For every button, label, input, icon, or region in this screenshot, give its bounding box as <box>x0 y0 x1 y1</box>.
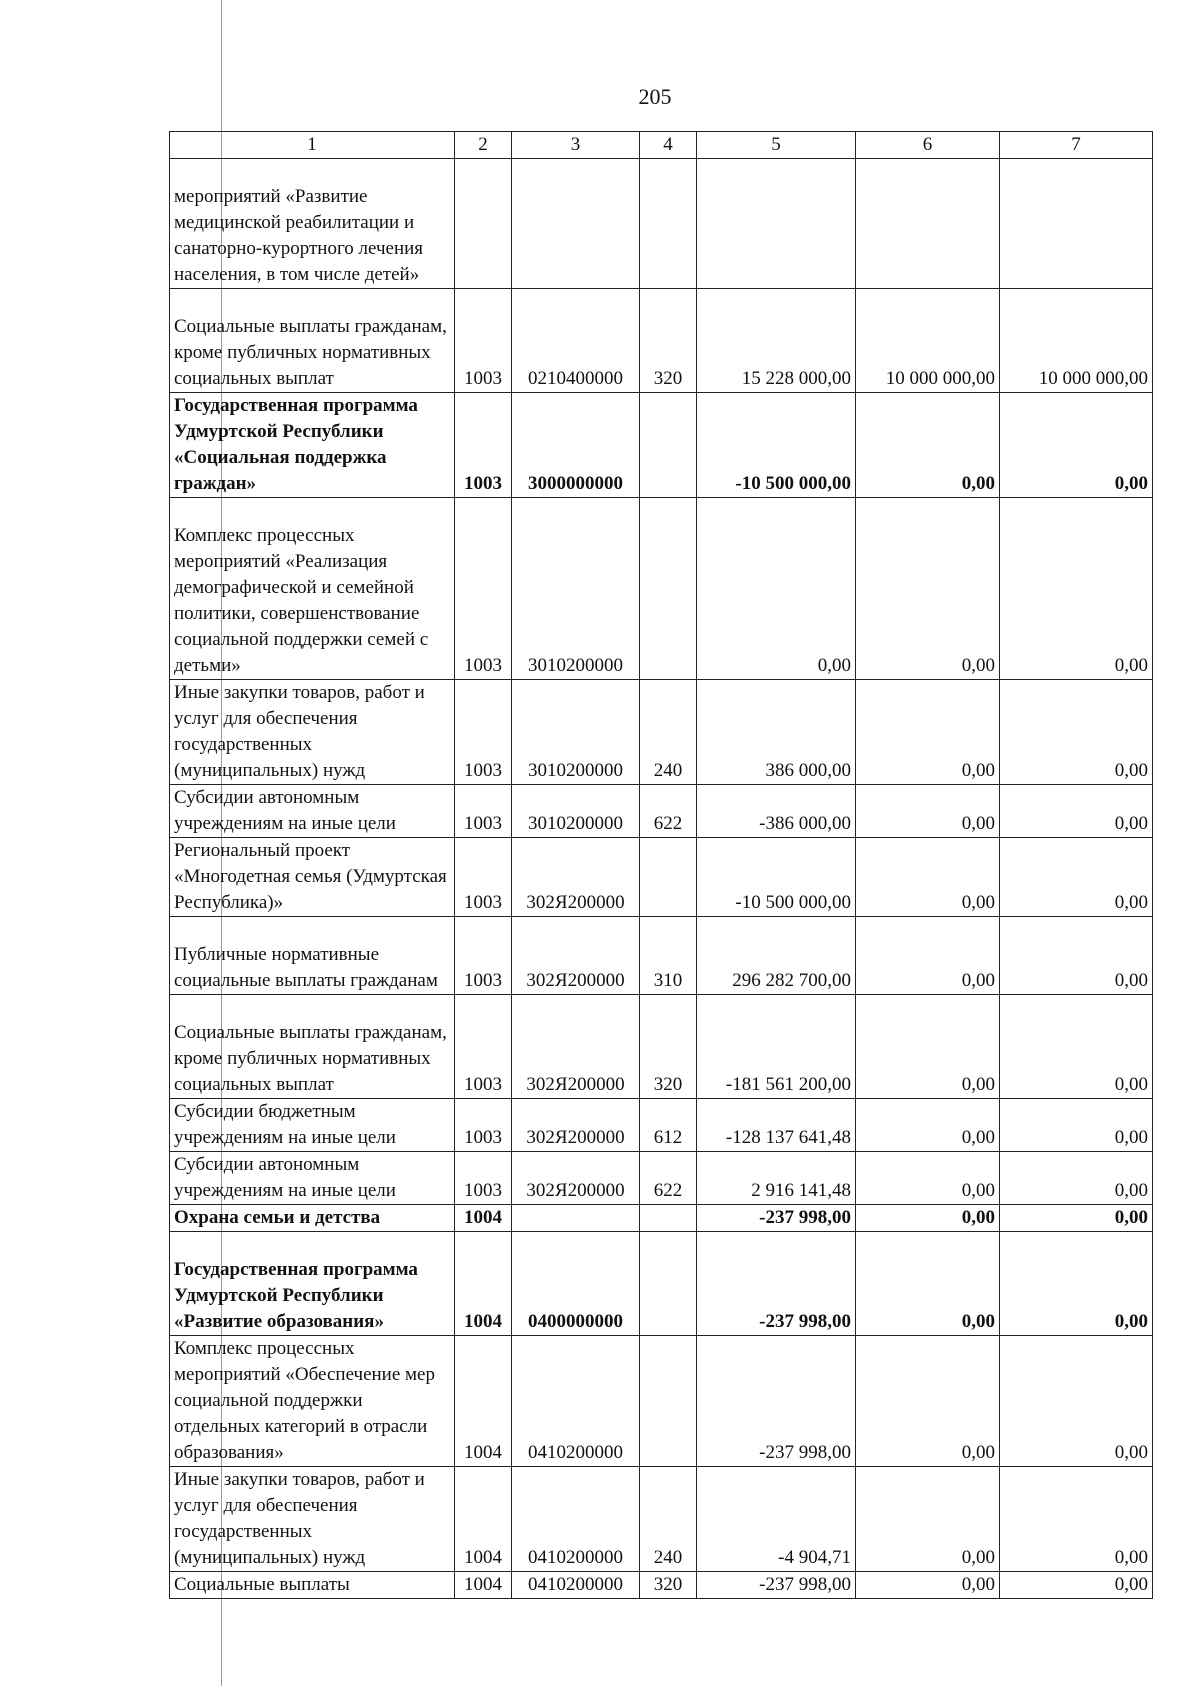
table-row <box>170 393 1153 498</box>
row-amount-col7: 0,00 <box>1000 498 1153 680</box>
row-amount-col5: 0,00 <box>697 498 856 680</box>
row-amount-col7: 0,00 <box>1000 995 1153 1099</box>
row-section: 1003 <box>455 680 512 785</box>
row-amount-col5: 2 916 141,48 <box>697 1152 856 1205</box>
column-header-1: 1 <box>170 132 455 159</box>
row-amount-col6: 0,00 <box>856 838 1000 917</box>
row-amount-col5: -237 998,00 <box>697 1232 856 1336</box>
budget-table <box>169 131 1153 1599</box>
row-expense-type: 320 <box>640 1572 697 1599</box>
row-amount-col7: 0,00 <box>1000 1099 1153 1152</box>
table-row <box>170 1205 1153 1232</box>
row-amount-col7: 0,00 <box>1000 1467 1153 1572</box>
table-header-row <box>170 132 1153 159</box>
row-section: 1003 <box>455 1099 512 1152</box>
row-target-code: 3010200000 <box>512 785 640 838</box>
row-amount-col7: 0,00 <box>1000 785 1153 838</box>
row-name: Региональный проект «Многодетная семья (Удмуртская Республика)» <box>170 838 455 917</box>
row-amount-col6: 0,00 <box>856 680 1000 785</box>
table-row <box>170 1232 1153 1336</box>
row-amount-col6: 0,00 <box>856 1152 1000 1205</box>
column-header-4: 4 <box>640 132 697 159</box>
table-row <box>170 498 1153 680</box>
row-amount-col5: -181 561 200,00 <box>697 995 856 1099</box>
row-amount-col7: 0,00 <box>1000 1205 1153 1232</box>
row-name: Государственная программа Удмуртской Республики «Развитие образования» <box>170 1232 455 1336</box>
page-number: 205 <box>638 84 672 109</box>
row-target-code: 302Я200000 <box>512 917 640 995</box>
row-amount-col6 <box>856 159 1000 289</box>
row-target-code: 302Я200000 <box>512 838 640 917</box>
row-amount-col7: 0,00 <box>1000 393 1153 498</box>
row-target-code: 3010200000 <box>512 498 640 680</box>
row-amount-col6: 0,00 <box>856 1232 1000 1336</box>
row-amount-col5: -4 904,71 <box>697 1467 856 1572</box>
row-name: Государственная программа Удмуртской Республики «Социальная поддержка граждан» <box>170 393 455 498</box>
row-name: Охрана семьи и детства <box>170 1205 455 1232</box>
row-amount-col6: 0,00 <box>856 1467 1000 1572</box>
row-amount-col7 <box>1000 159 1153 289</box>
row-target-code: 302Я200000 <box>512 1152 640 1205</box>
row-name: Субсидии автономным учреждениям на иные цели <box>170 785 455 838</box>
column-header-6: 6 <box>856 132 1000 159</box>
row-amount-col6: 0,00 <box>856 1205 1000 1232</box>
row-name: мероприятий «Развитие медицинской реабилитации и санаторно-курортного лечения населения, в том числе детей» <box>170 159 455 289</box>
row-amount-col7: 0,00 <box>1000 1572 1153 1599</box>
row-section: 1004 <box>455 1572 512 1599</box>
row-section: 1003 <box>455 838 512 917</box>
row-section <box>455 159 512 289</box>
column-header-2: 2 <box>455 132 512 159</box>
row-section: 1003 <box>455 498 512 680</box>
column-header-3: 3 <box>512 132 640 159</box>
row-amount-col5: -386 000,00 <box>697 785 856 838</box>
row-section: 1004 <box>455 1336 512 1467</box>
row-target-code: 0410200000 <box>512 1467 640 1572</box>
row-amount-col7: 0,00 <box>1000 838 1153 917</box>
row-target-code <box>512 1205 640 1232</box>
row-name: Иные закупки товаров, работ и услуг для обеспечения государственных (муниципальных) нужд <box>170 1467 455 1572</box>
table-row <box>170 289 1153 393</box>
row-amount-col6: 0,00 <box>856 785 1000 838</box>
row-section: 1003 <box>455 995 512 1099</box>
row-name: Социальные выплаты <box>170 1572 455 1599</box>
row-amount-col5: -237 998,00 <box>697 1205 856 1232</box>
table-row <box>170 1467 1153 1572</box>
row-expense-type: 612 <box>640 1099 697 1152</box>
row-section: 1004 <box>455 1205 512 1232</box>
row-amount-col5: 386 000,00 <box>697 680 856 785</box>
row-expense-type: 240 <box>640 680 697 785</box>
table-row <box>170 995 1153 1099</box>
row-amount-col5 <box>697 159 856 289</box>
table-row <box>170 680 1153 785</box>
row-expense-type: 310 <box>640 917 697 995</box>
row-section: 1003 <box>455 1152 512 1205</box>
row-amount-col7: 0,00 <box>1000 1232 1153 1336</box>
row-amount-col5: -128 137 641,48 <box>697 1099 856 1152</box>
row-amount-col6: 0,00 <box>856 498 1000 680</box>
row-expense-type <box>640 159 697 289</box>
row-expense-type <box>640 1336 697 1467</box>
row-amount-col6: 0,00 <box>856 393 1000 498</box>
table-row <box>170 917 1153 995</box>
row-amount-col5: -237 998,00 <box>697 1336 856 1467</box>
row-amount-col6: 0,00 <box>856 1572 1000 1599</box>
row-target-code: 0400000000 <box>512 1232 640 1336</box>
table-row <box>170 1572 1153 1599</box>
row-amount-col7: 10 000 000,00 <box>1000 289 1153 393</box>
row-amount-col7: 0,00 <box>1000 1336 1153 1467</box>
row-target-code: 0410200000 <box>512 1572 640 1599</box>
row-amount-col6: 10 000 000,00 <box>856 289 1000 393</box>
row-name: Комплекс процессных мероприятий «Реализация демографической и семейной политики, совершенствование социальной поддержки семей с детьми» <box>170 498 455 680</box>
row-target-code: 0410200000 <box>512 1336 640 1467</box>
row-amount-col5: -10 500 000,00 <box>697 838 856 917</box>
row-section: 1003 <box>455 289 512 393</box>
table-row <box>170 159 1153 289</box>
row-expense-type: 320 <box>640 995 697 1099</box>
row-section: 1003 <box>455 917 512 995</box>
row-amount-col7: 0,00 <box>1000 917 1153 995</box>
row-expense-type <box>640 838 697 917</box>
row-expense-type <box>640 1232 697 1336</box>
row-target-code: 302Я200000 <box>512 995 640 1099</box>
row-name: Комплекс процессных мероприятий «Обеспечение мер социальной поддержки отдельных категорий в отрасли образования» <box>170 1336 455 1467</box>
row-target-code: 3000000000 <box>512 393 640 498</box>
row-amount-col5: -237 998,00 <box>697 1572 856 1599</box>
row-amount-col7: 0,00 <box>1000 680 1153 785</box>
row-name: Субсидии автономным учреждениям на иные цели <box>170 1152 455 1205</box>
row-section: 1003 <box>455 393 512 498</box>
table-row <box>170 838 1153 917</box>
row-name: Социальные выплаты гражданам, кроме публичных нормативных социальных выплат <box>170 995 455 1099</box>
row-amount-col6: 0,00 <box>856 917 1000 995</box>
row-amount-col5: 296 282 700,00 <box>697 917 856 995</box>
row-target-code <box>512 159 640 289</box>
row-amount-col7: 0,00 <box>1000 1152 1153 1205</box>
row-target-code: 3010200000 <box>512 680 640 785</box>
row-section: 1003 <box>455 785 512 838</box>
row-expense-type: 622 <box>640 785 697 838</box>
row-amount-col6: 0,00 <box>856 1336 1000 1467</box>
row-expense-type: 320 <box>640 289 697 393</box>
table-row <box>170 785 1153 838</box>
row-target-code: 0210400000 <box>512 289 640 393</box>
row-expense-type: 622 <box>640 1152 697 1205</box>
row-name: Субсидии бюджетным учреждениям на иные цели <box>170 1099 455 1152</box>
row-amount-col6: 0,00 <box>856 995 1000 1099</box>
row-amount-col5: 15 228 000,00 <box>697 289 856 393</box>
row-expense-type: 240 <box>640 1467 697 1572</box>
row-expense-type <box>640 393 697 498</box>
row-section: 1004 <box>455 1232 512 1336</box>
table-row <box>170 1152 1153 1205</box>
column-header-7: 7 <box>1000 132 1153 159</box>
column-header-5: 5 <box>697 132 856 159</box>
row-expense-type <box>640 1205 697 1232</box>
table-row <box>170 1099 1153 1152</box>
row-name: Публичные нормативные социальные выплаты гражданам <box>170 917 455 995</box>
row-section: 1004 <box>455 1467 512 1572</box>
row-expense-type <box>640 498 697 680</box>
row-amount-col5: -10 500 000,00 <box>697 393 856 498</box>
row-name: Иные закупки товаров, работ и услуг для обеспечения государственных (муниципальных) нужд <box>170 680 455 785</box>
row-amount-col6: 0,00 <box>856 1099 1000 1152</box>
row-target-code: 302Я200000 <box>512 1099 640 1152</box>
row-name: Социальные выплаты гражданам, кроме публичных нормативных социальных выплат <box>170 289 455 393</box>
table-row <box>170 1336 1153 1467</box>
